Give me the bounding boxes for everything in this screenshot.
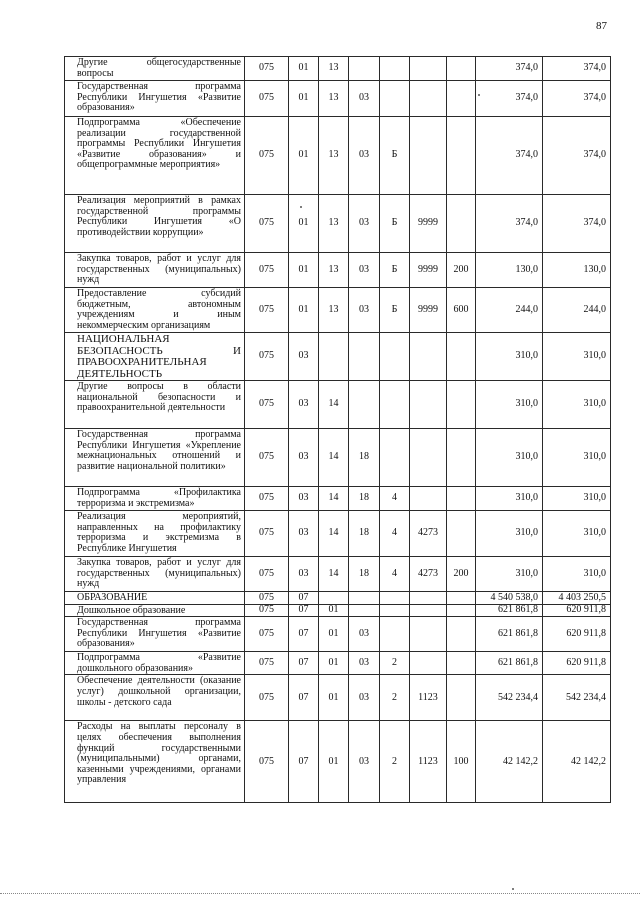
row-name: Подпрограмма «Профилактика терроризма и экстремизма» xyxy=(65,487,245,511)
table-row xyxy=(65,487,611,511)
amount-year-1: 244,0 xyxy=(476,288,543,333)
row-name: Предоставление субсидий бюджетным, автономным учреждениям и иным некоммерческим организациям xyxy=(65,288,245,333)
amount-year-2: 374,0 xyxy=(543,57,611,81)
program-code: 03 xyxy=(349,253,380,288)
row-name: Государственная программа Республики Ингушетия «Укрепление межнациональных отношений и развитие национальной политики» xyxy=(65,429,245,487)
table-row xyxy=(65,604,611,617)
subprogram-code: 4 xyxy=(380,487,410,511)
direction-code xyxy=(410,592,447,605)
section-code: 03 xyxy=(289,381,319,429)
ministry-code: 075 xyxy=(245,652,289,675)
row-name: Государственная программа Республики Ингушетия «Развитие образования» xyxy=(65,617,245,652)
section-code: 01 xyxy=(289,81,319,117)
direction-code xyxy=(410,652,447,675)
amount-year-2: 620 911,8 xyxy=(543,617,611,652)
amount-year-2: 374,0 xyxy=(543,195,611,253)
ministry-code: 075 xyxy=(245,721,289,803)
amount-year-1: 374,0 xyxy=(476,57,543,81)
section-code: 03 xyxy=(289,511,319,557)
section-code: 01 xyxy=(289,195,319,253)
amount-year-2: 4 403 250,5 xyxy=(543,592,611,605)
row-name: Государственная программа Республики Ингушетия «Развитие образования» xyxy=(65,81,245,117)
direction-code xyxy=(410,381,447,429)
amount-year-1: 310,0 xyxy=(476,381,543,429)
expense-type-code xyxy=(447,511,476,557)
row-name: Закупка товаров, работ и услуг для государственных (муниципальных) нужд xyxy=(65,557,245,592)
direction-code: 9999 xyxy=(410,195,447,253)
table-row xyxy=(65,721,611,803)
expense-type-code xyxy=(447,675,476,721)
ministry-code: 075 xyxy=(245,617,289,652)
scan-speck xyxy=(300,206,302,208)
row-name: Реализация мероприятий, направленных на профилактику терроризма и экстремизма в Республике Ингушетия xyxy=(65,511,245,557)
amount-year-1: 310,0 xyxy=(476,487,543,511)
expense-type-code xyxy=(447,592,476,605)
table-row xyxy=(65,381,611,429)
amount-year-1: 310,0 xyxy=(476,333,543,381)
direction-code xyxy=(410,57,447,81)
subsection-code: 13 xyxy=(319,81,349,117)
amount-year-2: 130,0 xyxy=(543,253,611,288)
amount-year-2: 310,0 xyxy=(543,429,611,487)
amount-year-2: 310,0 xyxy=(543,381,611,429)
amount-year-2: 542 234,4 xyxy=(543,675,611,721)
expense-type-code xyxy=(447,429,476,487)
budget-table xyxy=(64,56,611,803)
ministry-code: 075 xyxy=(245,253,289,288)
program-code: 18 xyxy=(349,511,380,557)
subprogram-code xyxy=(380,429,410,487)
subsection-code: 14 xyxy=(319,557,349,592)
subsection-code: 14 xyxy=(319,511,349,557)
amount-year-2: 374,0 xyxy=(543,117,611,195)
table-row xyxy=(65,57,611,81)
direction-code xyxy=(410,487,447,511)
table-row xyxy=(65,511,611,557)
subsection-code: 01 xyxy=(319,604,349,617)
subprogram-code xyxy=(380,57,410,81)
program-code: 03 xyxy=(349,117,380,195)
expense-type-code xyxy=(447,117,476,195)
subprogram-code xyxy=(380,81,410,117)
amount-year-1: 310,0 xyxy=(476,511,543,557)
direction-code: 9999 xyxy=(410,253,447,288)
program-code: 03 xyxy=(349,288,380,333)
subprogram-code: Б xyxy=(380,288,410,333)
ministry-code: 075 xyxy=(245,557,289,592)
subsection-code: 01 xyxy=(319,675,349,721)
table-row xyxy=(65,652,611,675)
amount-year-1: 374,0 xyxy=(476,117,543,195)
ministry-code: 075 xyxy=(245,511,289,557)
ministry-code: 075 xyxy=(245,288,289,333)
expense-type-code xyxy=(447,487,476,511)
direction-code: 4273 xyxy=(410,511,447,557)
program-code: 18 xyxy=(349,429,380,487)
table-row xyxy=(65,592,611,605)
amount-year-1: 621 861,8 xyxy=(476,604,543,617)
subsection-code: 14 xyxy=(319,429,349,487)
amount-year-1: 542 234,4 xyxy=(476,675,543,721)
table-row xyxy=(65,117,611,195)
direction-code: 9999 xyxy=(410,288,447,333)
subprogram-code: 2 xyxy=(380,652,410,675)
subsection-code: 14 xyxy=(319,381,349,429)
subsection-code: 13 xyxy=(319,57,349,81)
section-code: 01 xyxy=(289,57,319,81)
ministry-code: 075 xyxy=(245,81,289,117)
row-name: Закупка товаров, работ и услуг для государственных (муниципальных) нужд xyxy=(65,253,245,288)
direction-code xyxy=(410,333,447,381)
program-code: 03 xyxy=(349,81,380,117)
subsection-code: 14 xyxy=(319,487,349,511)
row-name: Другие общегосударственные вопросы xyxy=(65,57,245,81)
expense-type-code xyxy=(447,57,476,81)
amount-year-1: 4 540 538,0 xyxy=(476,592,543,605)
table-row xyxy=(65,288,611,333)
row-name: Подпрограмма «Обеспечение реализации государственной программы Республики Ингушетия «Развитие образования» и общепрограммные мероприятия» xyxy=(65,117,245,195)
program-code xyxy=(349,604,380,617)
expense-type-code xyxy=(447,617,476,652)
amount-year-1: 621 861,8 xyxy=(476,652,543,675)
amount-year-2: 310,0 xyxy=(543,487,611,511)
subsection-code xyxy=(319,333,349,381)
section-code: 07 xyxy=(289,617,319,652)
table-row xyxy=(65,81,611,117)
expense-type-code: 600 xyxy=(447,288,476,333)
subprogram-code: 2 xyxy=(380,721,410,803)
table-row xyxy=(65,253,611,288)
direction-code xyxy=(410,81,447,117)
amount-year-1: 130,0 xyxy=(476,253,543,288)
subprogram-code xyxy=(380,604,410,617)
section-code: 07 xyxy=(289,652,319,675)
amount-year-2: 42 142,2 xyxy=(543,721,611,803)
amount-year-1: 310,0 xyxy=(476,557,543,592)
subprogram-code: Б xyxy=(380,195,410,253)
amount-year-2: 310,0 xyxy=(543,557,611,592)
section-code: 07 xyxy=(289,604,319,617)
program-code: 03 xyxy=(349,617,380,652)
expense-type-code: 200 xyxy=(447,557,476,592)
ministry-code: 075 xyxy=(245,333,289,381)
table-row xyxy=(65,195,611,253)
direction-code xyxy=(410,117,447,195)
program-code: 18 xyxy=(349,557,380,592)
program-code: 03 xyxy=(349,652,380,675)
expense-type-code xyxy=(447,381,476,429)
ministry-code: 075 xyxy=(245,57,289,81)
program-code: 03 xyxy=(349,721,380,803)
amount-year-1: 42 142,2 xyxy=(476,721,543,803)
table-row xyxy=(65,333,611,381)
table-row xyxy=(65,617,611,652)
subsection-code: 01 xyxy=(319,721,349,803)
ministry-code: 075 xyxy=(245,487,289,511)
ministry-code: 075 xyxy=(245,429,289,487)
scan-speck xyxy=(478,94,480,96)
ministry-code: 075 xyxy=(245,195,289,253)
amount-year-2: 620 911,8 xyxy=(543,604,611,617)
direction-code xyxy=(410,617,447,652)
section-code: 07 xyxy=(289,592,319,605)
row-name: Реализация мероприятий в рамках государственной программы Республики Ингушетия «О противодействии коррупции» xyxy=(65,195,245,253)
program-code xyxy=(349,57,380,81)
subsection-code: 01 xyxy=(319,652,349,675)
amount-year-2: 310,0 xyxy=(543,511,611,557)
ministry-code: 075 xyxy=(245,675,289,721)
ministry-code: 075 xyxy=(245,117,289,195)
program-code xyxy=(349,592,380,605)
program-code: 03 xyxy=(349,195,380,253)
section-code: 03 xyxy=(289,487,319,511)
amount-year-2: 310,0 xyxy=(543,333,611,381)
amount-year-1: 310,0 xyxy=(476,429,543,487)
direction-code xyxy=(410,429,447,487)
section-code: 03 xyxy=(289,333,319,381)
section-code: 07 xyxy=(289,675,319,721)
subsection-code: 01 xyxy=(319,617,349,652)
amount-year-1: 374,0 xyxy=(476,81,543,117)
amount-year-2: 374,0 xyxy=(543,81,611,117)
direction-code: 1123 xyxy=(410,721,447,803)
amount-year-1: 621 861,8 xyxy=(476,617,543,652)
program-code: 03 xyxy=(349,675,380,721)
subprogram-code xyxy=(380,592,410,605)
direction-code: 4273 xyxy=(410,557,447,592)
row-name: ОБРАЗОВАНИЕ xyxy=(65,592,245,605)
table-row xyxy=(65,429,611,487)
scan-speck xyxy=(512,888,514,890)
amount-year-1: 374,0 xyxy=(476,195,543,253)
expense-type-code: 200 xyxy=(447,253,476,288)
section-code: 03 xyxy=(289,429,319,487)
row-name: Дошкольное образование xyxy=(65,604,245,617)
expense-type-code xyxy=(447,81,476,117)
row-name: Обеспечение деятельности (оказание услуг) дошкольной организации, школы - детского сада xyxy=(65,675,245,721)
program-code xyxy=(349,381,380,429)
subprogram-code xyxy=(380,617,410,652)
direction-code: 1123 xyxy=(410,675,447,721)
row-name: НАЦИОНАЛЬНАЯ БЕЗОПАСНОСТЬ И ПРАВООХРАНИТЕЛЬНАЯ ДЕЯТЕЛЬНОСТЬ xyxy=(65,333,245,381)
ministry-code: 075 xyxy=(245,592,289,605)
amount-year-2: 620 911,8 xyxy=(543,652,611,675)
page-bottom-edge xyxy=(0,893,640,895)
row-name: Подпрограмма «Развитие дошкольного образования» xyxy=(65,652,245,675)
expense-type-code xyxy=(447,652,476,675)
table-row xyxy=(65,675,611,721)
section-code: 01 xyxy=(289,288,319,333)
ministry-code: 075 xyxy=(245,604,289,617)
subsection-code xyxy=(319,592,349,605)
subprogram-code xyxy=(380,333,410,381)
program-code: 18 xyxy=(349,487,380,511)
row-name: Другие вопросы в области национальной безопасности и правоохранительной деятельности xyxy=(65,381,245,429)
expense-type-code: 100 xyxy=(447,721,476,803)
subprogram-code: 4 xyxy=(380,557,410,592)
subprogram-code xyxy=(380,381,410,429)
subsection-code: 13 xyxy=(319,253,349,288)
expense-type-code xyxy=(447,333,476,381)
section-code: 07 xyxy=(289,721,319,803)
subprogram-code: 4 xyxy=(380,511,410,557)
direction-code xyxy=(410,604,447,617)
table-row xyxy=(65,557,611,592)
section-code: 01 xyxy=(289,117,319,195)
ministry-code: 075 xyxy=(245,381,289,429)
subprogram-code: Б xyxy=(380,117,410,195)
amount-year-2: 244,0 xyxy=(543,288,611,333)
section-code: 03 xyxy=(289,557,319,592)
subsection-code: 13 xyxy=(319,195,349,253)
expense-type-code xyxy=(447,195,476,253)
subsection-code: 13 xyxy=(319,117,349,195)
subsection-code: 13 xyxy=(319,288,349,333)
subprogram-code: 2 xyxy=(380,675,410,721)
row-name: Расходы на выплаты персоналу в целях обеспечения выполнения функций государственными (муниципальными) органами, казенными учреждениями, органами управления xyxy=(65,721,245,803)
subprogram-code: Б xyxy=(380,253,410,288)
page-number: 87 xyxy=(596,20,607,32)
section-code: 01 xyxy=(289,253,319,288)
expense-type-code xyxy=(447,604,476,617)
program-code xyxy=(349,333,380,381)
